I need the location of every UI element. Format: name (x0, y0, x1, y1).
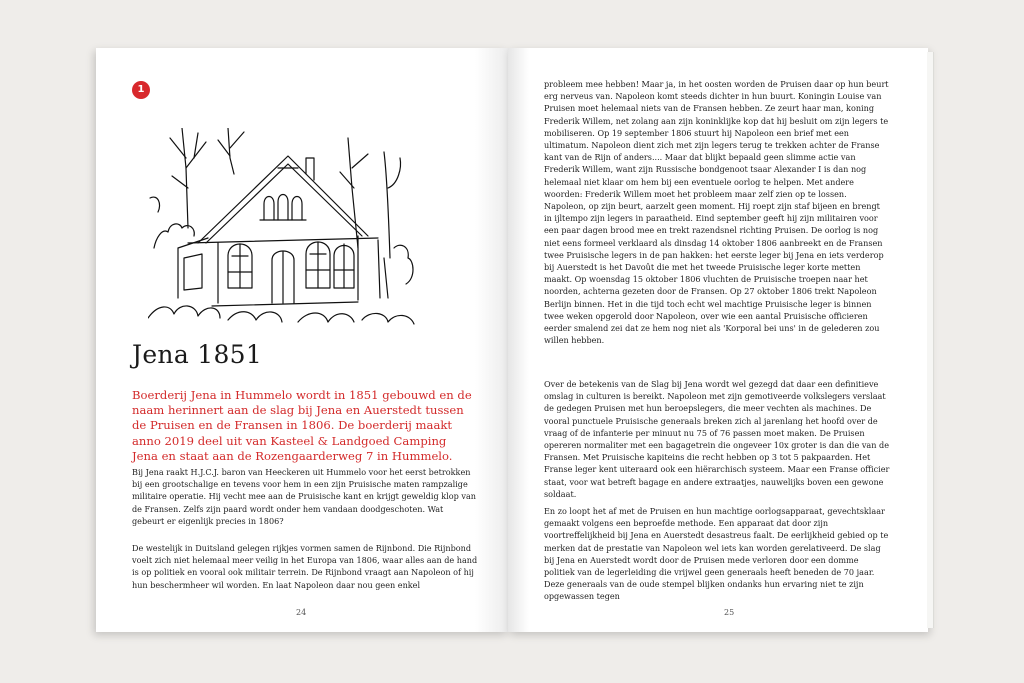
open-book (96, 48, 928, 632)
page-edge (927, 52, 934, 628)
lead-paragraph: Boerderij Jena in Hummelo wordt in 1851 gebouwd en de naam herinnert aan de slag bij Jena en Auerstedt tussen de Pruisen en de Fransen in 1806. De boerderij maakt anno 2019 deel uit van Kasteel & Landgoed Camping Jena en staat aan de Rozengaarderweg 7 in Hummelo. (132, 388, 472, 463)
page-number: 25 (724, 608, 735, 617)
body-paragraph: En zo loopt het af met de Pruisen en hun machtige oorlogsapparaat, gevechtsklaar gemaakt volgens een beproefde methode. Een apparaat dat door zijn voortreffelijkheid bij Jena en Auerstedt desastreus faalt. De eerlijkheid gebied op te merken dat de prestatie van Napoleon wel iets kan worden gerelativeerd. De slag bij Jena en Auerstedt wordt door de Pruisen mede verloren door een domme politiek van de legerleiding die vrijwel geen generaals heeft beneden de 70 jaar. Deze generaals van de oude stempel blijken ondanks hun ervaring niet te zijn opgewassen tegen (544, 506, 889, 602)
farmhouse-illustration-icon (148, 128, 418, 328)
right-page (508, 48, 928, 632)
chapter-number-badge: 1 (132, 81, 150, 99)
body-paragraph: Over de betekenis van de Slag bij Jena wordt wel gezegd dat daar een definitieve omslag in culturen is bereikt. Napoleon met zijn gemotiveerde volkslegers verslaat de gedegen Pruisen met hun beroepslegers, die meer vechten als machines. De vooral punctuele Pruisische generaals breken zich al jarenlang het hoofd over de vraag of de infanterie per minuut nu 75 of 76 passen moet maken. De Pruisen opereren normaliter met een bagagetrein die ongeveer 10x groter is dan die van de Fransen. Met Pruisische kapiteins die recht hebben op 3 tot 5 pakpaarden. Het Franse leger kent uiteraard ook een hiërarchisch systeem. Maar een Franse officier staat, voor wat betreft bagage en andere extraatjes, nauwelijks boven een gewone soldaat. (544, 379, 890, 499)
body-paragraph: De westelijk in Duitsland gelegen rijkjes vormen samen de Rijnbond. Die Rijnbond voelt zich niet helemaal meer veilig in het Europa van 1806, waar alles aan de hand is op politiek en vooral ook militair terrein. De Rijnbond vraagt aan Napoleon of hij hun beschermheer wil worden. En laat Napoleon daar nou geen enkel (132, 543, 478, 590)
page-number: 24 (296, 608, 307, 617)
left-page (96, 48, 508, 632)
body-paragraph: Bij Jena raakt H.J.C.J. baron van Heeckeren uit Hummelo voor het eerst betrokken bij een grootschalige en tevens voor hem in een zijn Pruisische maten rampzalige militaire operatie. Hij vecht mee aan de Pruisische kant en krijgt geweldig klop van de Fransen. Zelfs zijn paard wordt onder hem vandaan doodgeschoten. Wat gebeurt er eigenlijk precies in 1806? (132, 467, 476, 526)
page-title: Jena 1851 (132, 340, 263, 369)
body-paragraph: probleem mee hebben! Maar ja, in het oosten worden de Pruisen daar op hun beurt erg nerveus van. Napoleon komt steeds dichter in hun buurt. Koningin Louise van Pruisen moet helemaal niets van de Fransen hebben. Ze zeurt haar man, koning Frederik Willem, net zolang aan zijn koninklijke kop dat hij besluit om zijn legers te mobiliseren. Op 19 september 1806 stuurt hij Napoleon een brief met een ultimatum. Napoleon dient zich met zijn legers terug te trekken achter de Franse kant van de Rijn of anders.... Maar dat blijkt bepaald geen slimme actie van Frederik Willem, want zijn Russische bondgenoot tsaar Alexander I is dan nog helemaal niet klaar om hem bij een eventuele oorlog te helpen. Met andere woorden: Frederik Willem moet het probleem maar zelf zien op te lossen. Napoleon, op zijn beurt, aarzelt geen moment. Hij roept zijn staf bijeen en brengt in ijltempo zijn legers in paraatheid. Eind september geeft hij zijn militairen voor een paar dagen brood mee en trekt razendsnel richting Pruisen. De oorlog is nog niet eens formeel verklaard als dinsdag 14 oktober 1806 aanbreekt en de Fransen twee Pruisische legers in de pan hakken: het eerste leger bij Jena en iets verderop bij Auerstedt is het Davoût die met het tweede Pruisische leger korte metten maakt. Op woensdag 15 oktober 1806 vluchten de Pruisische troepen naar het noorden, achterna gezeten door de Fransen. Op 27 oktober 1806 trekt Napoleon Berlijn binnen. Het in die tijd toch echt wel machtige Pruisische leger is binnen twee weken opgerold door Napoleon, over wie een aantal Pruisische officieren eerder smalend zei dat ze hem nog niet als 'Korporal bei uns' in de gelederen zou willen hebben. (544, 79, 889, 346)
